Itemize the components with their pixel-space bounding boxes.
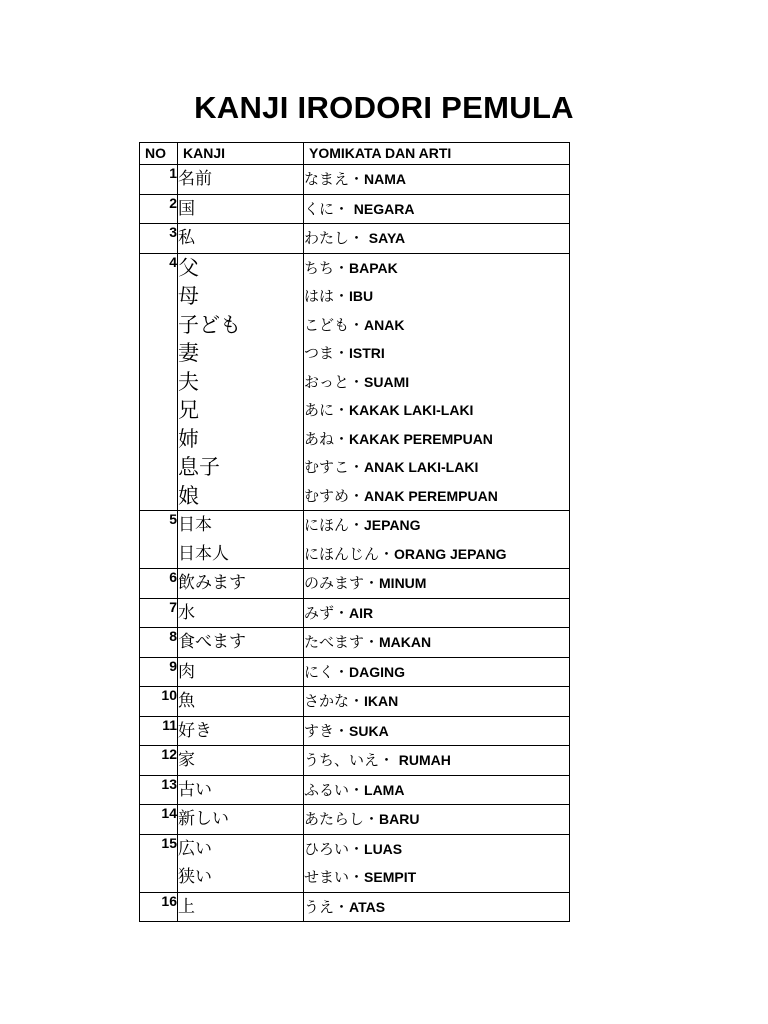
reading-line bbox=[304, 165, 569, 194]
yomikata-arti-cell bbox=[304, 775, 570, 805]
header-no: NO bbox=[140, 143, 178, 165]
reading-line bbox=[304, 282, 569, 311]
kanji-text: 魚 bbox=[178, 691, 195, 711]
table-row bbox=[140, 628, 570, 658]
kanji-text: 肉 bbox=[178, 661, 195, 682]
row-number: 11 bbox=[140, 716, 178, 746]
kanji-cell bbox=[178, 511, 304, 569]
kanji-text: 姉 bbox=[178, 426, 199, 451]
arti-text: RUMAH bbox=[398, 752, 451, 768]
yomikata-text: さかな・ bbox=[304, 692, 365, 710]
arti-text: ORANG JEPANG bbox=[394, 545, 507, 562]
kanji-text: 妻 bbox=[178, 341, 199, 365]
yomikata-text: うち、いえ・ bbox=[304, 751, 399, 769]
row-number: 16 bbox=[140, 892, 178, 922]
kanji-cell bbox=[178, 165, 304, 195]
yomikata-text: おっと・ bbox=[304, 372, 365, 391]
arti-text: SEMPIT bbox=[364, 869, 417, 885]
arti-text: NEGARA bbox=[353, 200, 415, 217]
yomikata-text: はは・ bbox=[304, 287, 350, 305]
table-row bbox=[140, 834, 570, 892]
kanji-text: 飲みます bbox=[178, 573, 246, 593]
yomikata-arti-cell bbox=[304, 746, 570, 776]
row-number: 9 bbox=[140, 657, 178, 687]
kanji-text: 水 bbox=[178, 602, 195, 623]
arti-text: SAYA bbox=[368, 230, 406, 246]
kanji-text: 母 bbox=[178, 284, 199, 308]
yomikata-text: にく・ bbox=[304, 662, 350, 681]
yomikata-arti-cell bbox=[304, 511, 570, 569]
yomikata-text: あね・ bbox=[304, 429, 350, 448]
table-row bbox=[140, 716, 570, 746]
kanji-cell bbox=[178, 598, 304, 628]
kanji-text: 食べます bbox=[178, 632, 246, 652]
arti-text: SUAMI bbox=[364, 373, 410, 390]
kanji-table bbox=[139, 142, 570, 922]
kanji-cell bbox=[178, 194, 304, 224]
reading-line bbox=[304, 687, 569, 716]
reading-line bbox=[304, 893, 569, 922]
kanji-cell bbox=[178, 805, 304, 835]
kanji-cell bbox=[178, 224, 304, 254]
arti-text: NAMA bbox=[364, 171, 407, 187]
yomikata-text: たべます・ bbox=[304, 633, 380, 651]
yomikata-text: こども・ bbox=[304, 315, 365, 334]
arti-text: KAKAK PEREMPUAN bbox=[349, 430, 493, 447]
kanji-text: 日本 bbox=[178, 515, 212, 535]
reading-line bbox=[304, 746, 569, 775]
yomikata-text: なまえ・ bbox=[304, 170, 365, 188]
arti-text: MAKAN bbox=[379, 634, 432, 650]
kanji-text: 国 bbox=[178, 198, 195, 219]
table-row bbox=[140, 775, 570, 805]
kanji-text: 日本人 bbox=[178, 543, 229, 564]
reading-line bbox=[304, 863, 569, 892]
kanji-text: 古い bbox=[178, 779, 212, 800]
page-title: KANJI IRODORI PEMULA bbox=[194, 90, 574, 125]
yomikata-text: にほん・ bbox=[304, 516, 365, 534]
arti-text: JEPANG bbox=[364, 517, 421, 533]
kanji-text: 子ども bbox=[178, 312, 241, 337]
row-number: 7 bbox=[140, 598, 178, 628]
yomikata-text: ひろい・ bbox=[304, 839, 365, 858]
yomikata-text: あたらし・ bbox=[304, 810, 380, 828]
yomikata-text: くに・ bbox=[304, 199, 354, 218]
table-row bbox=[140, 165, 570, 195]
kanji-text: 夫 bbox=[178, 369, 199, 394]
reading-line bbox=[304, 396, 569, 425]
row-number: 6 bbox=[140, 569, 178, 599]
kanji-text: 広い bbox=[178, 838, 212, 859]
kanji-cell bbox=[178, 746, 304, 776]
yomikata-arti-cell bbox=[304, 805, 570, 835]
yomikata-arti-cell bbox=[304, 253, 570, 511]
table-row bbox=[140, 253, 570, 511]
reading-line bbox=[304, 540, 569, 569]
reading-line bbox=[304, 658, 569, 687]
arti-text: IKAN bbox=[364, 693, 399, 709]
kanji-text: 父 bbox=[178, 255, 199, 280]
kanji-text: 狭い bbox=[178, 867, 212, 887]
arti-text: LUAS bbox=[364, 840, 403, 857]
row-number: 13 bbox=[140, 775, 178, 805]
arti-text: ISTRI bbox=[349, 345, 385, 361]
yomikata-arti-cell bbox=[304, 892, 570, 922]
table-row bbox=[140, 805, 570, 835]
yomikata-arti-cell bbox=[304, 569, 570, 599]
table-row bbox=[140, 598, 570, 628]
yomikata-text: あに・ bbox=[304, 401, 350, 419]
reading-line bbox=[304, 717, 569, 746]
row-number: 12 bbox=[140, 746, 178, 776]
kanji-text: 兄 bbox=[178, 398, 199, 422]
kanji-text: 娘 bbox=[178, 483, 199, 508]
arti-text: BARU bbox=[379, 811, 420, 827]
kanji-cell bbox=[178, 657, 304, 687]
reading-line bbox=[304, 569, 569, 598]
arti-text: MINUM bbox=[379, 575, 427, 591]
row-number: 2 bbox=[140, 194, 178, 224]
table-row bbox=[140, 511, 570, 569]
yomikata-text: のみます・ bbox=[304, 574, 380, 592]
reading-line bbox=[304, 224, 569, 253]
yomikata-text: うえ・ bbox=[304, 897, 350, 916]
reading-line bbox=[304, 254, 569, 283]
reading-line bbox=[304, 805, 569, 834]
yomikata-text: むすこ・ bbox=[304, 458, 365, 476]
table-row bbox=[140, 194, 570, 224]
row-number: 5 bbox=[140, 511, 178, 569]
arti-text: ANAK bbox=[364, 316, 405, 333]
yomikata-text: わたし・ bbox=[304, 229, 369, 247]
arti-text: DAGING bbox=[349, 663, 406, 680]
yomikata-text: みず・ bbox=[304, 603, 350, 622]
kanji-cell bbox=[178, 892, 304, 922]
row-number: 10 bbox=[140, 687, 178, 717]
yomikata-arti-cell bbox=[304, 834, 570, 892]
arti-text: IBU bbox=[349, 288, 374, 304]
header-kanji: KANJI bbox=[178, 143, 304, 165]
arti-text: LAMA bbox=[364, 781, 405, 798]
row-number: 15 bbox=[140, 834, 178, 892]
row-number: 4 bbox=[140, 253, 178, 511]
yomikata-arti-cell bbox=[304, 657, 570, 687]
kanji-text: 上 bbox=[178, 896, 195, 917]
reading-line bbox=[304, 835, 569, 864]
yomikata-arti-cell bbox=[304, 165, 570, 195]
kanji-cell bbox=[178, 834, 304, 892]
arti-text: KAKAK LAKI-LAKI bbox=[349, 402, 474, 418]
yomikata-text: せまい・ bbox=[304, 868, 365, 886]
kanji-cell bbox=[178, 687, 304, 717]
reading-line bbox=[304, 311, 569, 340]
yomikata-arti-cell bbox=[304, 716, 570, 746]
reading-line bbox=[304, 425, 569, 454]
arti-text: BAPAK bbox=[349, 259, 398, 276]
yomikata-text: つま・ bbox=[304, 344, 350, 362]
reading-line bbox=[304, 339, 569, 368]
yomikata-arti-cell bbox=[304, 628, 570, 658]
yomikata-text: すき・ bbox=[304, 721, 350, 740]
kanji-text: 息子 bbox=[178, 455, 220, 479]
yomikata-text: にほんじん・ bbox=[304, 544, 395, 563]
yomikata-text: ふるい・ bbox=[304, 780, 365, 799]
kanji-cell bbox=[178, 716, 304, 746]
arti-text: SUKA bbox=[349, 722, 389, 739]
kanji-text: 新しい bbox=[178, 809, 229, 829]
table-row bbox=[140, 687, 570, 717]
table-body bbox=[140, 165, 570, 922]
kanji-text: 家 bbox=[178, 750, 195, 770]
reading-line bbox=[304, 195, 569, 224]
yomikata-arti-cell bbox=[304, 687, 570, 717]
reading-line bbox=[304, 453, 569, 482]
row-number: 14 bbox=[140, 805, 178, 835]
kanji-text: 名前 bbox=[178, 169, 212, 189]
table-row bbox=[140, 224, 570, 254]
reading-line bbox=[304, 368, 569, 397]
row-number: 8 bbox=[140, 628, 178, 658]
reading-line bbox=[304, 511, 569, 540]
table-row bbox=[140, 746, 570, 776]
arti-text: AIR bbox=[349, 604, 374, 621]
table-row bbox=[140, 657, 570, 687]
table-header-row bbox=[140, 143, 570, 165]
header-yomikata-arti: YOMIKATA DAN ARTI bbox=[304, 143, 570, 165]
row-number: 3 bbox=[140, 224, 178, 254]
kanji-text: 私 bbox=[178, 228, 195, 248]
reading-line bbox=[304, 628, 569, 657]
yomikata-arti-cell bbox=[304, 194, 570, 224]
kanji-cell bbox=[178, 569, 304, 599]
kanji-text: 好き bbox=[178, 720, 212, 741]
row-number: 1 bbox=[140, 165, 178, 195]
yomikata-arti-cell bbox=[304, 598, 570, 628]
reading-line bbox=[304, 599, 569, 628]
reading-line bbox=[304, 482, 569, 511]
yomikata-text: ちち・ bbox=[304, 258, 350, 277]
kanji-cell bbox=[178, 253, 304, 511]
arti-text: ANAK LAKI-LAKI bbox=[364, 459, 479, 475]
kanji-cell bbox=[178, 775, 304, 805]
reading-line bbox=[304, 776, 569, 805]
kanji-cell bbox=[178, 628, 304, 658]
table-row bbox=[140, 892, 570, 922]
table-row bbox=[140, 569, 570, 599]
yomikata-text: むすめ・ bbox=[304, 486, 365, 505]
arti-text: ANAK PEREMPUAN bbox=[364, 487, 498, 504]
yomikata-arti-cell bbox=[304, 224, 570, 254]
arti-text: ATAS bbox=[349, 898, 386, 915]
